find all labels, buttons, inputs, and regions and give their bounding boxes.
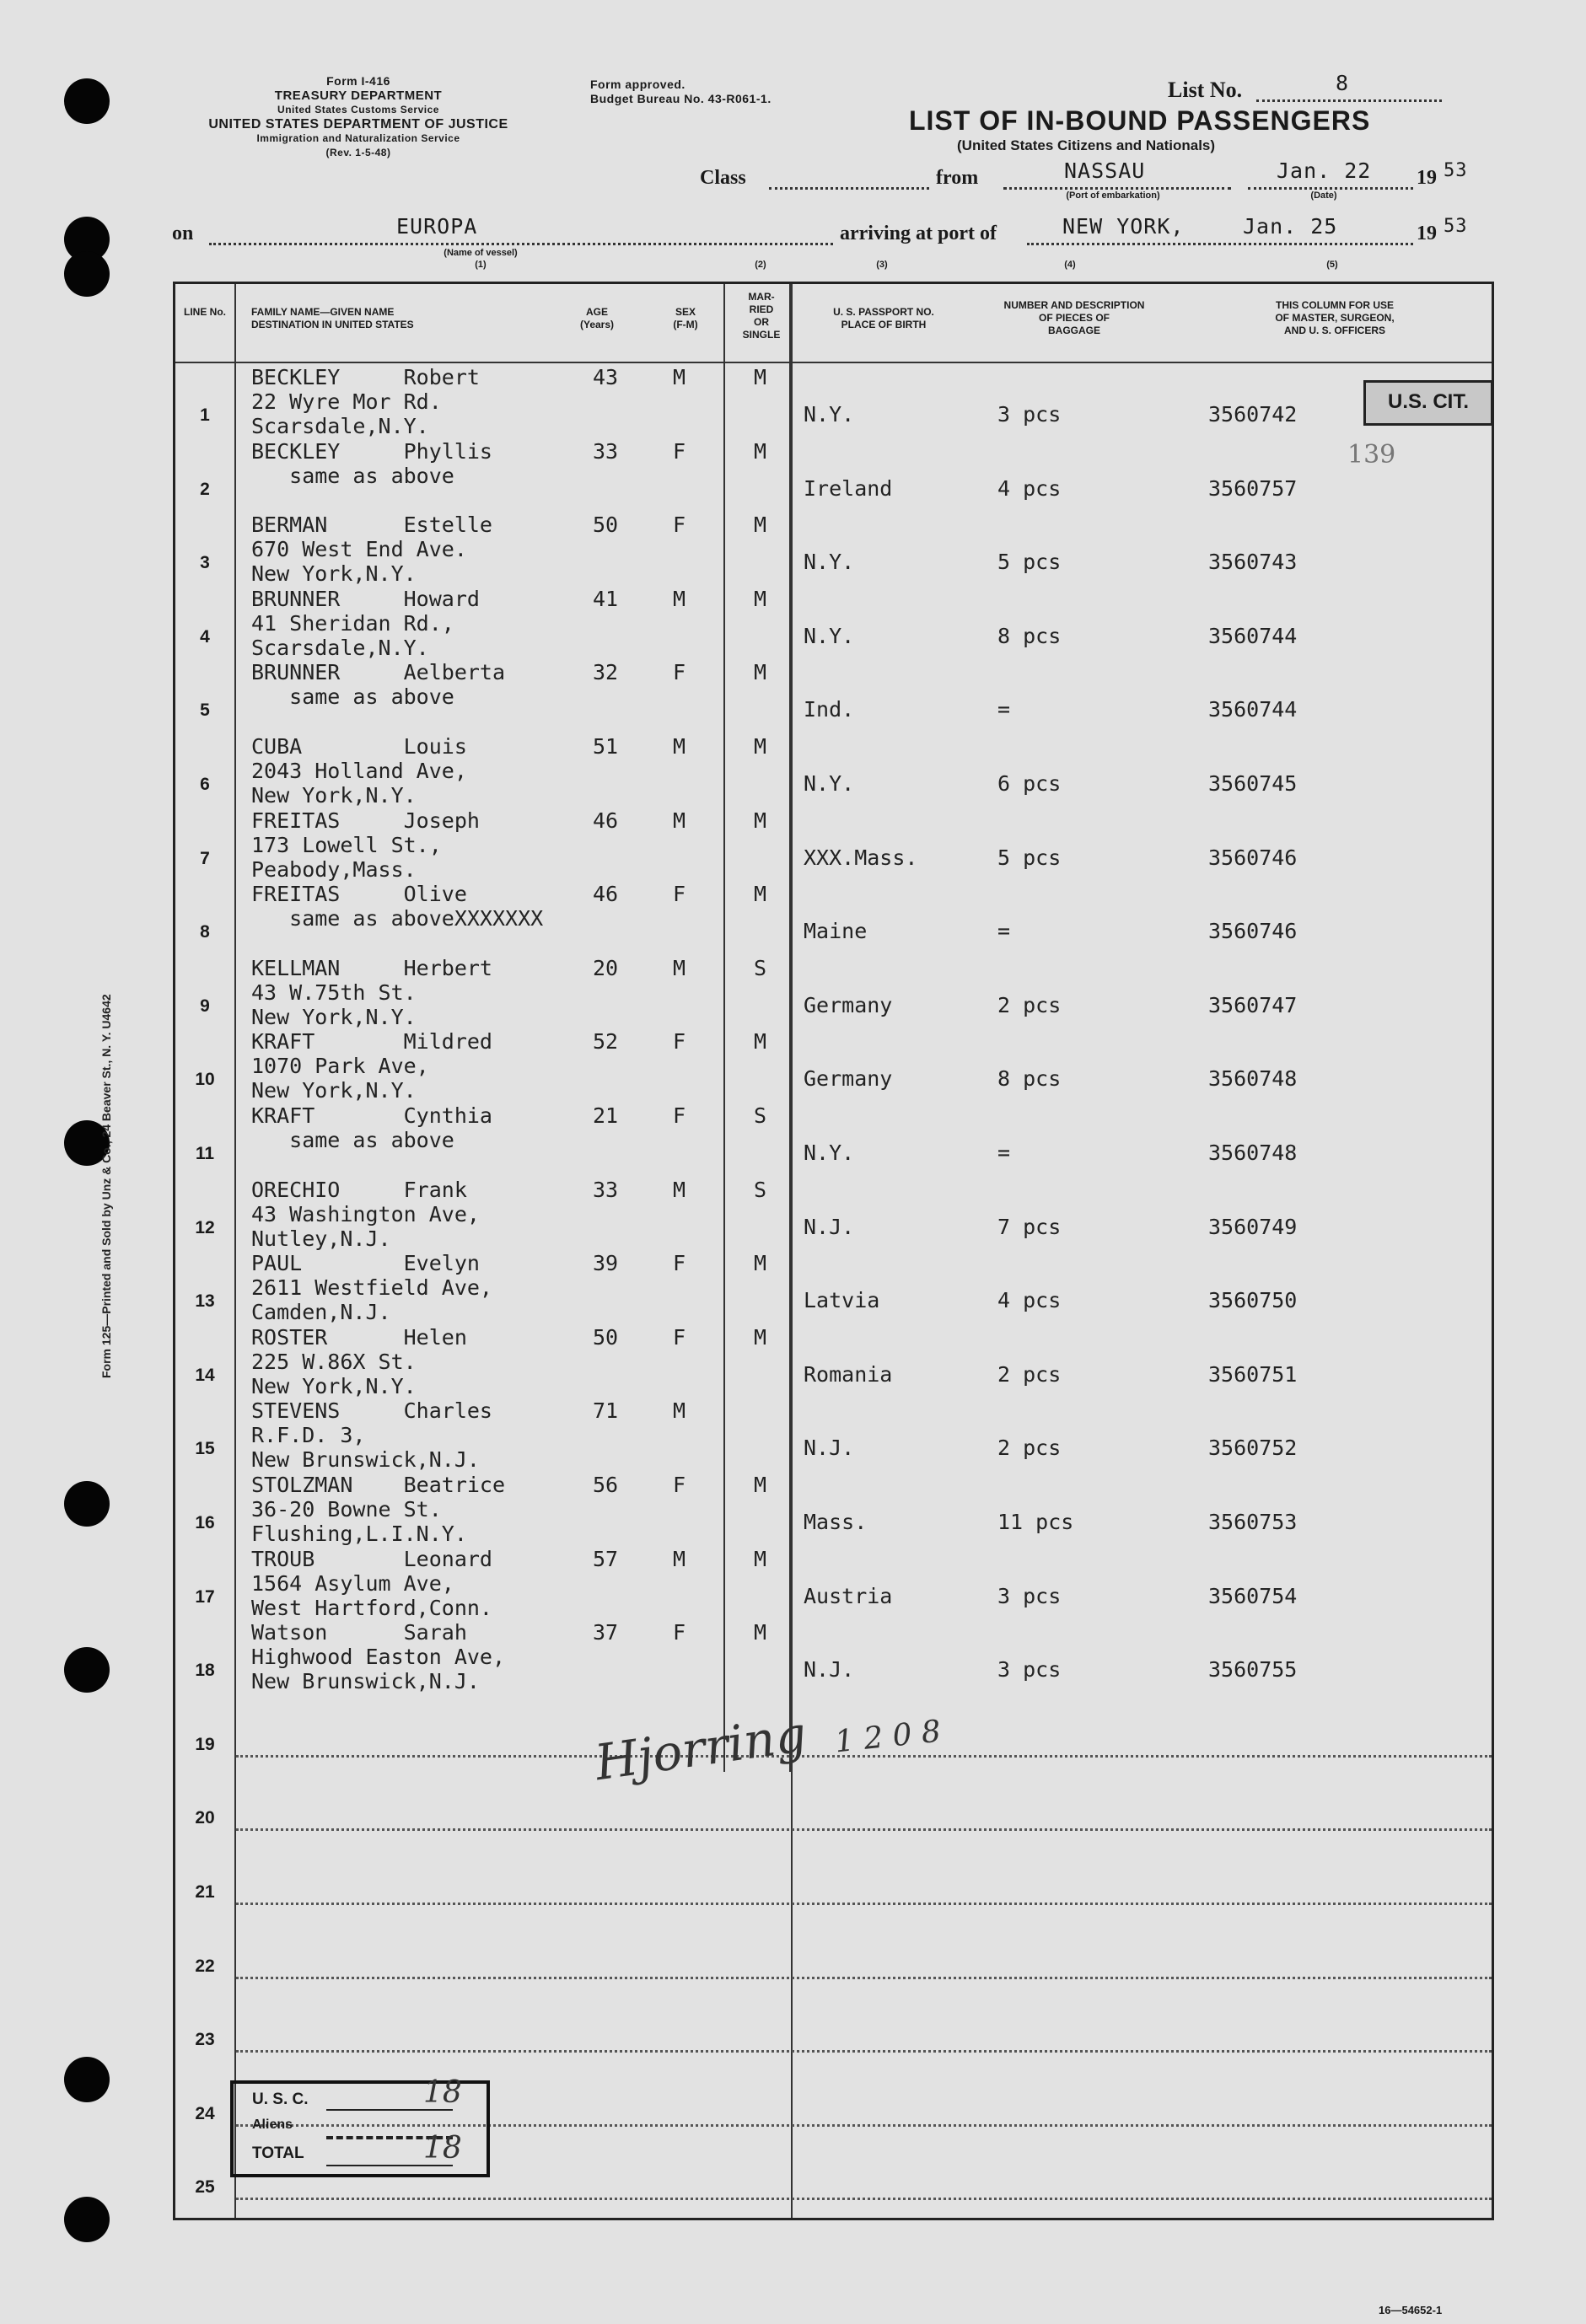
col-divider [723, 284, 725, 1772]
passenger-baggage: 4 pcs [997, 475, 1062, 501]
arrival-year-suffix: 53 [1444, 216, 1468, 237]
officer-signature: Hjorring [591, 1704, 810, 1792]
passenger-name: ORECHIO Frank [251, 1177, 467, 1202]
line-number: 5 [200, 700, 210, 721]
passenger-officer-no: 3560744 [1208, 697, 1298, 722]
line-number: 4 [200, 626, 210, 647]
passenger-sex: F [673, 1620, 686, 1645]
passenger-baggage: = [997, 1141, 1011, 1165]
passenger-officer-no: 3560752 [1208, 1436, 1298, 1461]
passenger-officer-no: 3560747 [1208, 992, 1298, 1017]
passenger-officer-no: 3560748 [1208, 1141, 1298, 1165]
header-bottom-rule [175, 362, 1492, 363]
empty-row-dotted-line [236, 2050, 1492, 2053]
passenger-baggage: 2 pcs [997, 1436, 1062, 1461]
passenger-marital: M [754, 1473, 767, 1497]
passenger-sex: F [673, 1473, 686, 1497]
passenger-age: 46 [593, 808, 619, 833]
col-no-4: (4) [1064, 260, 1076, 270]
passenger-name: STOLZMAN Beatrice [251, 1473, 506, 1497]
passenger-name: STEVENS Charles [251, 1398, 492, 1424]
passenger-sex: F [673, 438, 686, 464]
passenger-birthplace: Latvia [804, 1288, 880, 1313]
passenger-officer-no: 3560755 [1208, 1657, 1298, 1683]
line-number: 22 [195, 1956, 215, 1976]
year-suffix: 53 [1444, 160, 1468, 181]
passenger-age: 20 [593, 955, 619, 980]
col-divider [791, 284, 793, 2218]
line-number: 11 [195, 1144, 215, 1163]
passenger-sex: F [673, 1324, 686, 1350]
col-head-line: LINE No. [184, 306, 226, 318]
customs-service: United States Customs Service [277, 104, 439, 115]
line-number: 16 [195, 1513, 215, 1532]
passenger-name: CUBA Louis [251, 734, 467, 759]
line-number: 24 [195, 2103, 215, 2123]
revision: (Rev. 1-5-48) [325, 147, 391, 158]
punch-hole [64, 1647, 110, 1693]
signature-note: 1 2 0 8 [833, 1714, 943, 1760]
passenger-address-1: R.F.D. 3, [251, 1423, 366, 1448]
passenger-address-1: 2611 Westfield Ave, [251, 1275, 492, 1301]
passenger-marital: M [754, 1546, 767, 1571]
passenger-address-1: 1564 Asylum Ave, [251, 1570, 454, 1596]
passenger-sex: M [673, 955, 686, 980]
passenger-address-1: same as above [251, 1128, 454, 1152]
passenger-officer-no: 3560754 [1208, 1583, 1298, 1608]
passenger-age: 41 [593, 586, 619, 611]
passenger-name: BECKLEY Phyllis [251, 438, 492, 464]
passenger-name: BRUNNER Howard [251, 586, 480, 611]
passenger-birthplace: N.J. [804, 1436, 855, 1461]
form-number: Form I-416 [326, 74, 390, 88]
passenger-sex: F [673, 1029, 686, 1055]
passenger-address-2: Peabody,Mass. [251, 856, 417, 882]
usc-value: 18 [423, 2075, 462, 2110]
punch-hole [64, 2197, 110, 2242]
passenger-marital: M [754, 882, 767, 907]
punch-hole [64, 2057, 110, 2102]
passenger-address-1: 225 W.86X St. [251, 1349, 417, 1374]
passenger-age: 43 [593, 365, 619, 389]
passenger-address-2: Nutley,N.J. [251, 1226, 391, 1251]
empty-row-dotted-line [236, 1903, 1492, 1905]
passenger-officer-no: 3560746 [1208, 919, 1298, 944]
passenger-sex: F [673, 882, 686, 907]
passenger-address-1: 670 West End Ave. [251, 537, 467, 562]
from-line [1003, 187, 1231, 190]
passenger-name: ROSTER Helen [251, 1324, 467, 1350]
col-no-2: (2) [755, 260, 766, 270]
col-no-3: (3) [876, 260, 888, 270]
passenger-name: TROUB Leonard [251, 1546, 492, 1571]
passenger-birthplace: N.J. [804, 1657, 855, 1683]
col-head-passport: U. S. PASSPORT NO. PLACE OF BIRTH [833, 306, 934, 330]
line-number: 7 [200, 848, 210, 868]
empty-row-dotted-line [236, 1977, 1492, 1979]
passenger-sex: M [673, 734, 686, 759]
footer-code: 16—54652-1 [1379, 2304, 1443, 2316]
passenger-address-2: New Brunswick,N.J. [251, 1669, 480, 1694]
passenger-marital: M [754, 808, 767, 833]
passenger-address-2: New York,N.Y. [251, 783, 417, 808]
passenger-baggage: 4 pcs [997, 1288, 1062, 1313]
passenger-marital: M [754, 1620, 767, 1645]
passenger-address-1: same as above [251, 684, 454, 710]
passenger-age: 52 [593, 1029, 619, 1055]
col-head-officers: THIS COLUMN FOR USE OF MASTER, SURGEON, AND U. S. OFFICERS [1275, 299, 1395, 336]
passenger-baggage: 11 pcs [997, 1510, 1074, 1534]
usc-label: U. S. C. [252, 2091, 309, 2108]
passenger-marital: M [754, 365, 767, 389]
passenger-birthplace: XXX.Mass. [804, 845, 918, 870]
passenger-address-1: same as above [251, 463, 454, 488]
punch-hole [64, 78, 110, 124]
empty-row-dotted-line [236, 1828, 1492, 1831]
col-divider [234, 284, 236, 2218]
passenger-birthplace: Maine [804, 919, 868, 944]
passenger-officer-no: 3560748 [1208, 1066, 1298, 1092]
passenger-officer-no: 3560745 [1208, 771, 1298, 796]
passenger-officer-no: 3560742 [1208, 402, 1298, 427]
passenger-name: FREITAS Joseph [251, 808, 480, 833]
passenger-age: 46 [593, 882, 619, 907]
treasury-dept: TREASURY DEPARTMENT [274, 89, 443, 103]
passenger-address-2: New Brunswick,N.J. [251, 1447, 480, 1473]
passenger-baggage: 6 pcs [997, 771, 1062, 796]
passenger-birthplace: Germany [804, 1066, 893, 1092]
line-number: 1 [200, 405, 210, 425]
passenger-age: 39 [593, 1251, 619, 1276]
passenger-officer-no: 3560744 [1208, 623, 1298, 648]
embarkation-caption: (Port of embarkation) [1066, 191, 1160, 201]
passenger-birthplace: Mass. [804, 1510, 868, 1534]
passenger-baggage: = [997, 919, 1011, 944]
passenger-age: 71 [593, 1398, 619, 1424]
passenger-age: 57 [593, 1546, 619, 1571]
passenger-birthplace: N.Y. [804, 771, 855, 796]
passenger-birthplace: N.J. [804, 1214, 855, 1239]
passenger-birthplace: Austria [804, 1583, 893, 1608]
class-label: Class [700, 167, 746, 189]
passenger-baggage: 5 pcs [997, 550, 1062, 575]
passenger-baggage: 3 pcs [997, 402, 1062, 427]
passenger-birthplace: Romania [804, 1361, 893, 1387]
passenger-sex: M [673, 1546, 686, 1571]
page-subtitle: (United States Citizens and Nationals) [957, 137, 1216, 153]
passenger-officer-no: 3560757 [1208, 475, 1298, 501]
list-no-label: List No. [1168, 78, 1243, 102]
justice-dept: UNITED STATES DEPARTMENT OF JUSTICE [208, 117, 508, 131]
punch-hole [64, 1481, 110, 1527]
passenger-marital: M [754, 1251, 767, 1276]
passenger-address-1: same as aboveXXXXXXX [251, 906, 544, 931]
passenger-marital: S [754, 1177, 767, 1202]
passenger-name: PAUL Evelyn [251, 1251, 480, 1276]
passenger-sex: M [673, 1177, 686, 1202]
passenger-address-1: 43 Washington Ave, [251, 1201, 480, 1226]
passenger-name: BERMAN Estelle [251, 513, 492, 538]
passenger-name: Watson Sarah [251, 1620, 467, 1645]
passenger-sex: M [673, 808, 686, 833]
ins-service: Immigration and Naturalization Service [256, 132, 460, 144]
passenger-address-2: New York,N.Y. [251, 1373, 417, 1398]
line-number: 21 [195, 1882, 215, 1902]
line-number: 23 [195, 2030, 215, 2050]
punch-hole [64, 251, 110, 297]
passenger-address-2: Flushing,L.I.N.Y. [251, 1522, 467, 1546]
passenger-name: KRAFT Mildred [251, 1029, 492, 1055]
passenger-age: 50 [593, 1324, 619, 1350]
passenger-baggage: 2 pcs [997, 1361, 1062, 1387]
passenger-officer-no: 3560746 [1208, 845, 1298, 870]
passenger-birthplace: N.Y. [804, 550, 855, 575]
passenger-officer-no: 3560751 [1208, 1361, 1298, 1387]
col-head-sex: SEX (F-M) [673, 306, 698, 330]
line-number: 10 [195, 1070, 215, 1090]
line-number: 6 [200, 775, 210, 794]
vessel-line [209, 243, 833, 245]
passenger-marital: M [754, 660, 767, 685]
passenger-age: 33 [593, 1177, 619, 1202]
col-head-age: AGE (Years) [579, 306, 615, 330]
year-prefix: 19 [1417, 167, 1437, 189]
passenger-address-1: 36-20 Bowne St. [251, 1497, 442, 1522]
line-number: 19 [195, 1734, 215, 1754]
passenger-baggage: 3 pcs [997, 1657, 1062, 1683]
passenger-address-1: 22 Wyre Mor Rd. [251, 389, 442, 414]
col-head-name: FAMILY NAME—GIVEN NAME DESTINATION IN UNITED STATES [251, 306, 414, 330]
passenger-name: KELLMAN Herbert [251, 955, 492, 980]
list-no-line [1256, 99, 1442, 102]
passenger-address-2: New York,N.Y. [251, 1004, 417, 1029]
passenger-marital: M [754, 1029, 767, 1055]
passenger-sex: M [673, 365, 686, 389]
passenger-baggage: 8 pcs [997, 1066, 1062, 1092]
passenger-address-1: 1070 Park Ave, [251, 1054, 429, 1079]
from-label: from [936, 167, 979, 189]
vessel-caption: (Name of vessel) [444, 248, 518, 258]
list-no-value: 8 [1336, 71, 1350, 95]
passenger-age: 32 [593, 660, 619, 685]
line-number: 18 [195, 1661, 215, 1681]
passenger-name: KRAFT Cynthia [251, 1103, 492, 1128]
line-number: 20 [195, 1808, 215, 1828]
passenger-birthplace: Ireland [804, 475, 893, 501]
passenger-name: FREITAS Olive [251, 882, 467, 907]
arrival-year-prefix: 19 [1417, 223, 1437, 244]
budget-bureau: Budget Bureau No. 43-R061-1. [590, 92, 771, 105]
passenger-baggage: = [997, 697, 1011, 722]
passenger-marital: M [754, 1324, 767, 1350]
passenger-address-2: Scarsdale,N.Y. [251, 414, 429, 438]
passenger-baggage: 7 pcs [997, 1214, 1062, 1239]
line-number: 9 [200, 996, 210, 1016]
passenger-name: BECKLEY Robert [251, 365, 480, 389]
passenger-birthplace: Ind. [804, 697, 855, 722]
col-no-5: (5) [1326, 260, 1338, 270]
us-cit-stamp: U.S. CIT. [1363, 380, 1493, 426]
line-number: 25 [195, 2177, 215, 2198]
total-value: 18 [423, 2131, 462, 2166]
passenger-officer-no: 3560749 [1208, 1214, 1298, 1239]
passenger-marital: S [754, 955, 767, 980]
arrival-port: NEW YORK, [1062, 214, 1185, 239]
passenger-address-2: West Hartford,Conn. [251, 1595, 492, 1620]
line-number: 13 [195, 1291, 215, 1312]
class-line [769, 187, 929, 190]
passenger-marital: S [754, 1103, 767, 1128]
col-head-married: MAR- RIED OR SINGLE [742, 291, 781, 341]
passenger-age: 56 [593, 1473, 619, 1497]
passenger-age: 51 [593, 734, 619, 759]
form-department-block [169, 74, 548, 160]
passenger-age: 33 [593, 438, 619, 464]
passenger-birthplace: N.Y. [804, 1141, 855, 1165]
passenger-marital: M [754, 734, 767, 759]
vessel-name: EUROPA [396, 214, 478, 239]
approval-block [590, 78, 771, 106]
form-approved: Form approved. [590, 78, 685, 91]
aliens-label: Aliens [252, 2117, 293, 2132]
passenger-officer-no: 3560753 [1208, 1510, 1298, 1534]
embarkation-date: Jan. 22 [1277, 158, 1372, 183]
line-number: 14 [195, 1365, 215, 1385]
passenger-address-1: 43 W.75th St. [251, 980, 417, 1005]
passenger-sex: M [673, 1398, 686, 1424]
page-title: LIST OF IN-BOUND PASSENGERS [909, 105, 1371, 136]
date-line [1248, 187, 1413, 190]
date-caption: (Date) [1310, 191, 1337, 201]
passenger-age: 50 [593, 513, 619, 538]
totals-box [230, 2075, 490, 2177]
passenger-age: 37 [593, 1620, 619, 1645]
vessel-col-no: (1) [475, 260, 487, 270]
passenger-baggage: 3 pcs [997, 1583, 1062, 1608]
passenger-sex: F [673, 513, 686, 538]
passenger-address-1: 173 Lowell St., [251, 832, 442, 857]
passenger-baggage: 5 pcs [997, 845, 1062, 870]
arriving-label: arriving at port of [840, 223, 997, 244]
passenger-address-2: Scarsdale,N.Y. [251, 635, 429, 660]
passenger-sex: F [673, 660, 686, 685]
passenger-marital: M [754, 438, 767, 464]
passenger-address-1: 2043 Holland Ave, [251, 759, 467, 783]
side-print: Form 125—Printed and Sold by Unz & Co., 24 Beaver St., N. Y. U4642 [99, 994, 113, 1378]
line-number: 3 [200, 553, 210, 573]
passenger-sex: F [673, 1103, 686, 1128]
passenger-address-1: Highwood Easton Ave, [251, 1645, 506, 1670]
passenger-baggage: 2 pcs [997, 992, 1062, 1017]
passenger-officer-no: 3560743 [1208, 550, 1298, 575]
passenger-birthplace: N.Y. [804, 623, 855, 648]
line-number: 15 [195, 1439, 215, 1459]
passenger-address-2: New York,N.Y. [251, 1078, 417, 1103]
passenger-sex: M [673, 586, 686, 611]
passenger-address-2: Camden,N.J. [251, 1300, 391, 1325]
passenger-address-2: New York,N.Y. [251, 561, 417, 587]
line-number: 12 [195, 1217, 215, 1237]
passenger-baggage: 8 pcs [997, 623, 1062, 648]
arrival-line [1027, 243, 1413, 245]
passenger-marital: M [754, 586, 767, 611]
empty-row-dotted-line [236, 2198, 1492, 2200]
passenger-officer-no: 3560750 [1208, 1288, 1298, 1313]
passenger-name: BRUNNER Aelberta [251, 660, 506, 685]
line-number: 8 [200, 922, 210, 942]
passenger-age: 21 [593, 1103, 619, 1128]
passenger-address-1: 41 Sheridan Rd., [251, 610, 454, 636]
passenger-birthplace: Germany [804, 992, 893, 1017]
passenger-table [173, 282, 1494, 2220]
arrival-date: Jan. 25 [1243, 214, 1338, 239]
passenger-sex: F [673, 1251, 686, 1276]
passenger-birthplace: N.Y. [804, 402, 855, 427]
col-head-baggage: NUMBER AND DESCRIPTION OF PIECES OF BAGGAGE [1003, 299, 1145, 336]
passenger-marital: M [754, 513, 767, 538]
line-number: 17 [195, 1586, 215, 1607]
embarkation-port: NASSAU [1064, 158, 1146, 183]
stamp-number: 139 [1347, 440, 1396, 470]
line-number: 2 [200, 479, 210, 499]
on-label: on [172, 223, 194, 244]
total-label: TOTAL [252, 2144, 304, 2162]
